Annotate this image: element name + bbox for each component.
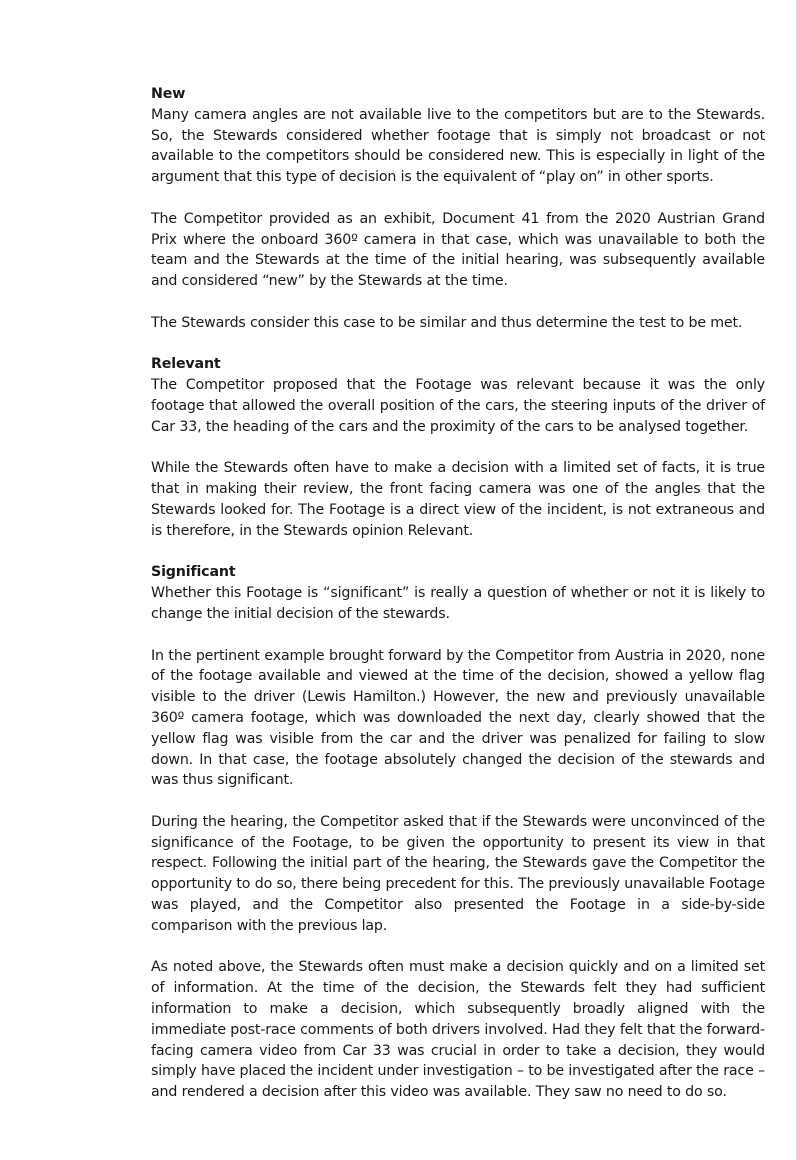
paragraph: The Competitor proposed that the Footage was relevant because it was the only footage that allowed the overall position of the cars, the steering inputs of the driver of Car 33, the heading of the cars and the proximity of the cars to be analysed together. <box>151 377 765 435</box>
paragraph: In the pertinent example brought forward by the Competitor from Austria in 2020, none of the footage available and viewed at the time of the decision, showed a yellow flag visible to the driver (Lewis Hamilton.) However, the new and previously unavailable 360º camera footage, which was downloaded the next day, clearly showed that the yellow flag was visible from the car and the driver was penalized for failing to slow down. In that case, the footage absolutely changed the decision of the stewards and was thus significant. <box>151 647 765 789</box>
section-significant <box>151 562 765 1103</box>
section-heading-significant: Significant <box>151 564 236 581</box>
paragraph: The Competitor provided as an exhibit, Document 41 from the 2020 Austrian Grand Prix where the onboard 360º camera in that case, which was unavailable to both the team and the Stewards at the time of the initial hearing, was subsequently available and considered “new” by the Stewards at the time. <box>151 210 765 290</box>
document-body <box>151 84 765 1124</box>
section-heading-relevant: Relevant <box>151 356 221 373</box>
paragraph: During the hearing, the Competitor asked that if the Stewards were unconvinced of the significance of the Footage, to be given the opportunity to present its view in that respect. Following the initial part of the hearing, the Stewards gave the Competitor the opportunity to do so, there being precedent for this. The previously unavailable Footage was played, and the Competitor also presented the Footage in a side-by-side comparison with the previous lap. <box>151 813 765 934</box>
section-relevant <box>151 354 765 541</box>
paragraph: As noted above, the Stewards often must make a decision quickly and on a limited set of information. At the time of the decision, the Stewards felt they had sufficient information to make a decision, which subsequently broadly aligned with the immediate post-race comments of both drivers involved. Had they felt that the forward-facing camera video from Car 33 was crucial in order to take a decision, they would simply have placed the incident under investigation – to be investigated after the race – and rendered a decision after this video was available. They saw no need to do so. <box>151 959 765 1101</box>
paragraph: While the Stewards often have to make a decision with a limited set of facts, it is true that in making their review, the front facing camera was one of the angles that the Stewards looked for. The Footage is a direct view of the incident, is not extraneous and is therefore, in the Stewards opinion Relevant. <box>151 460 765 539</box>
paragraph: Whether this Footage is “significant” is really a question of whether or not it is likely to change the initial decision of the stewards. <box>151 585 765 622</box>
section-heading-new: New <box>151 86 186 102</box>
paragraph: Many camera angles are not available live to the competitors but are to the Stewards. So, the Stewards considered whether footage that is simply not broadcast or not available to the competitors should be considered new. This is especially in light of the argument that this type of decision is the equivalent of “play on” in other sports. <box>151 106 765 186</box>
paragraph: The Stewards consider this case to be similar and thus determine the test to be met. <box>151 314 743 331</box>
section-new <box>151 84 765 334</box>
